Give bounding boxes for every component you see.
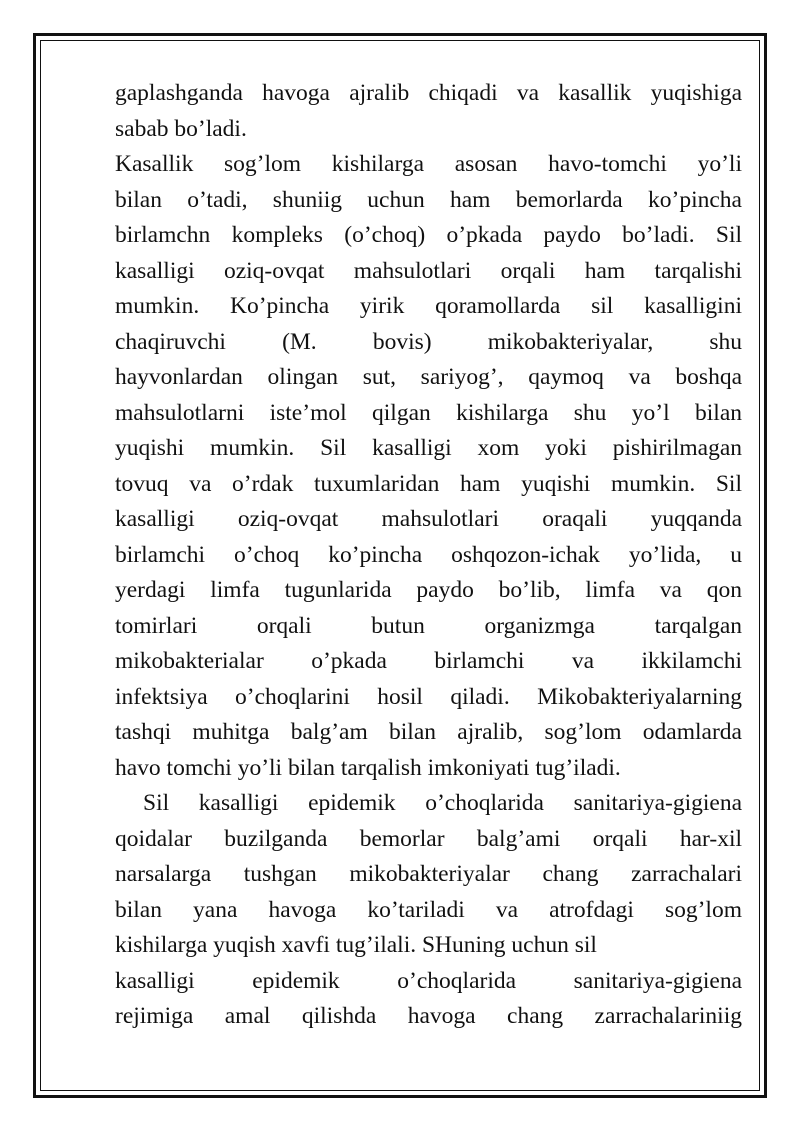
text-line: infektsiya o’choqlarini hosil qiladi. Mikobakteriyalarning [115,683,742,710]
text-line: mumkin. Ko’pincha yirik qoramollarda sil kasalligini [115,293,742,319]
text-line: yuqishi mumkin. Sil kasalligi xom yoki pishirilmagan [115,435,742,461]
text-line: kasalligi oziq-ovqat mahsulotlari oraqali yuqqanda [115,506,742,532]
text-line: rejimiga amal qilishda havoga chang zarrachalariniig [115,1003,742,1029]
text-line: bilan yana havoga ko’tariladi va atrofdagi sog’lom [115,896,742,923]
text-line: Sil kasalligi epidemik o’choqlarida sanitariya-gigiena [143,790,742,816]
text-line: tashqi muhitga balg’am bilan ajralib, sog’lom odamlarda [115,719,742,745]
text-line: birlamchi o’choq ko’pincha oshqozon-ichak yo’lida, u [115,541,742,568]
text-line: gaplashganda havoga ajralib chiqadi va kasallik yuqishiga [115,80,742,106]
text-line: birlamchn kompleks (o’choq) o’pkada paydo bo’ladi. Sil [115,222,742,248]
text-line: Kasallik sog’lom kishilarga asosan havo-tomchi yo’li [115,151,742,177]
text-line: kasalligi epidemik o’choqlarida sanitariya-gigiena [115,967,742,994]
text-line: tovuq va o’rdak tuxumlaridan ham yuqishi mumkin. Sil [115,470,742,497]
text-line: kasalligi oziq-ovqat mahsulotlari orqali ham tarqalishi [115,257,742,284]
text-line: qoidalar buzilganda bemorlar balg’ami orqali har-xil [115,825,742,852]
text-line: havo tomchi yo’li bilan tarqalish imkoniyati tug’iladi. [115,754,621,781]
text-line: sabab bo’ladi. [115,115,247,142]
text-line: mahsulotlarni iste’mol qilgan kishilarga shu yo’l bilan [115,399,742,426]
text-line: hayvonlardan olingan sut, sariyog’, qaymoq va boshqa [115,364,742,390]
text-line: narsalarga tushgan mikobakteriyalar chang zarrachalari [115,861,742,887]
text-line: tomirlari orqali butun organizmga tarqalgan [115,612,742,639]
text-line: chaqiruvchi (M. bovis) mikobakteriyalar, shu [115,328,742,355]
text-line: bilan o’tadi, shuniig uchun ham bemorlarda ko’pincha [115,186,742,213]
text-line: mikobakterialar o’pkada birlamchi va ikkilamchi [115,648,742,674]
text-line: yerdagi limfa tugunlarida paydo bo’lib, limfa va qon [115,577,742,603]
document-body [115,76,742,1035]
text-line: kishilarga yuqish xavfi tug’ilali. SHuning uchun sil [115,932,597,958]
